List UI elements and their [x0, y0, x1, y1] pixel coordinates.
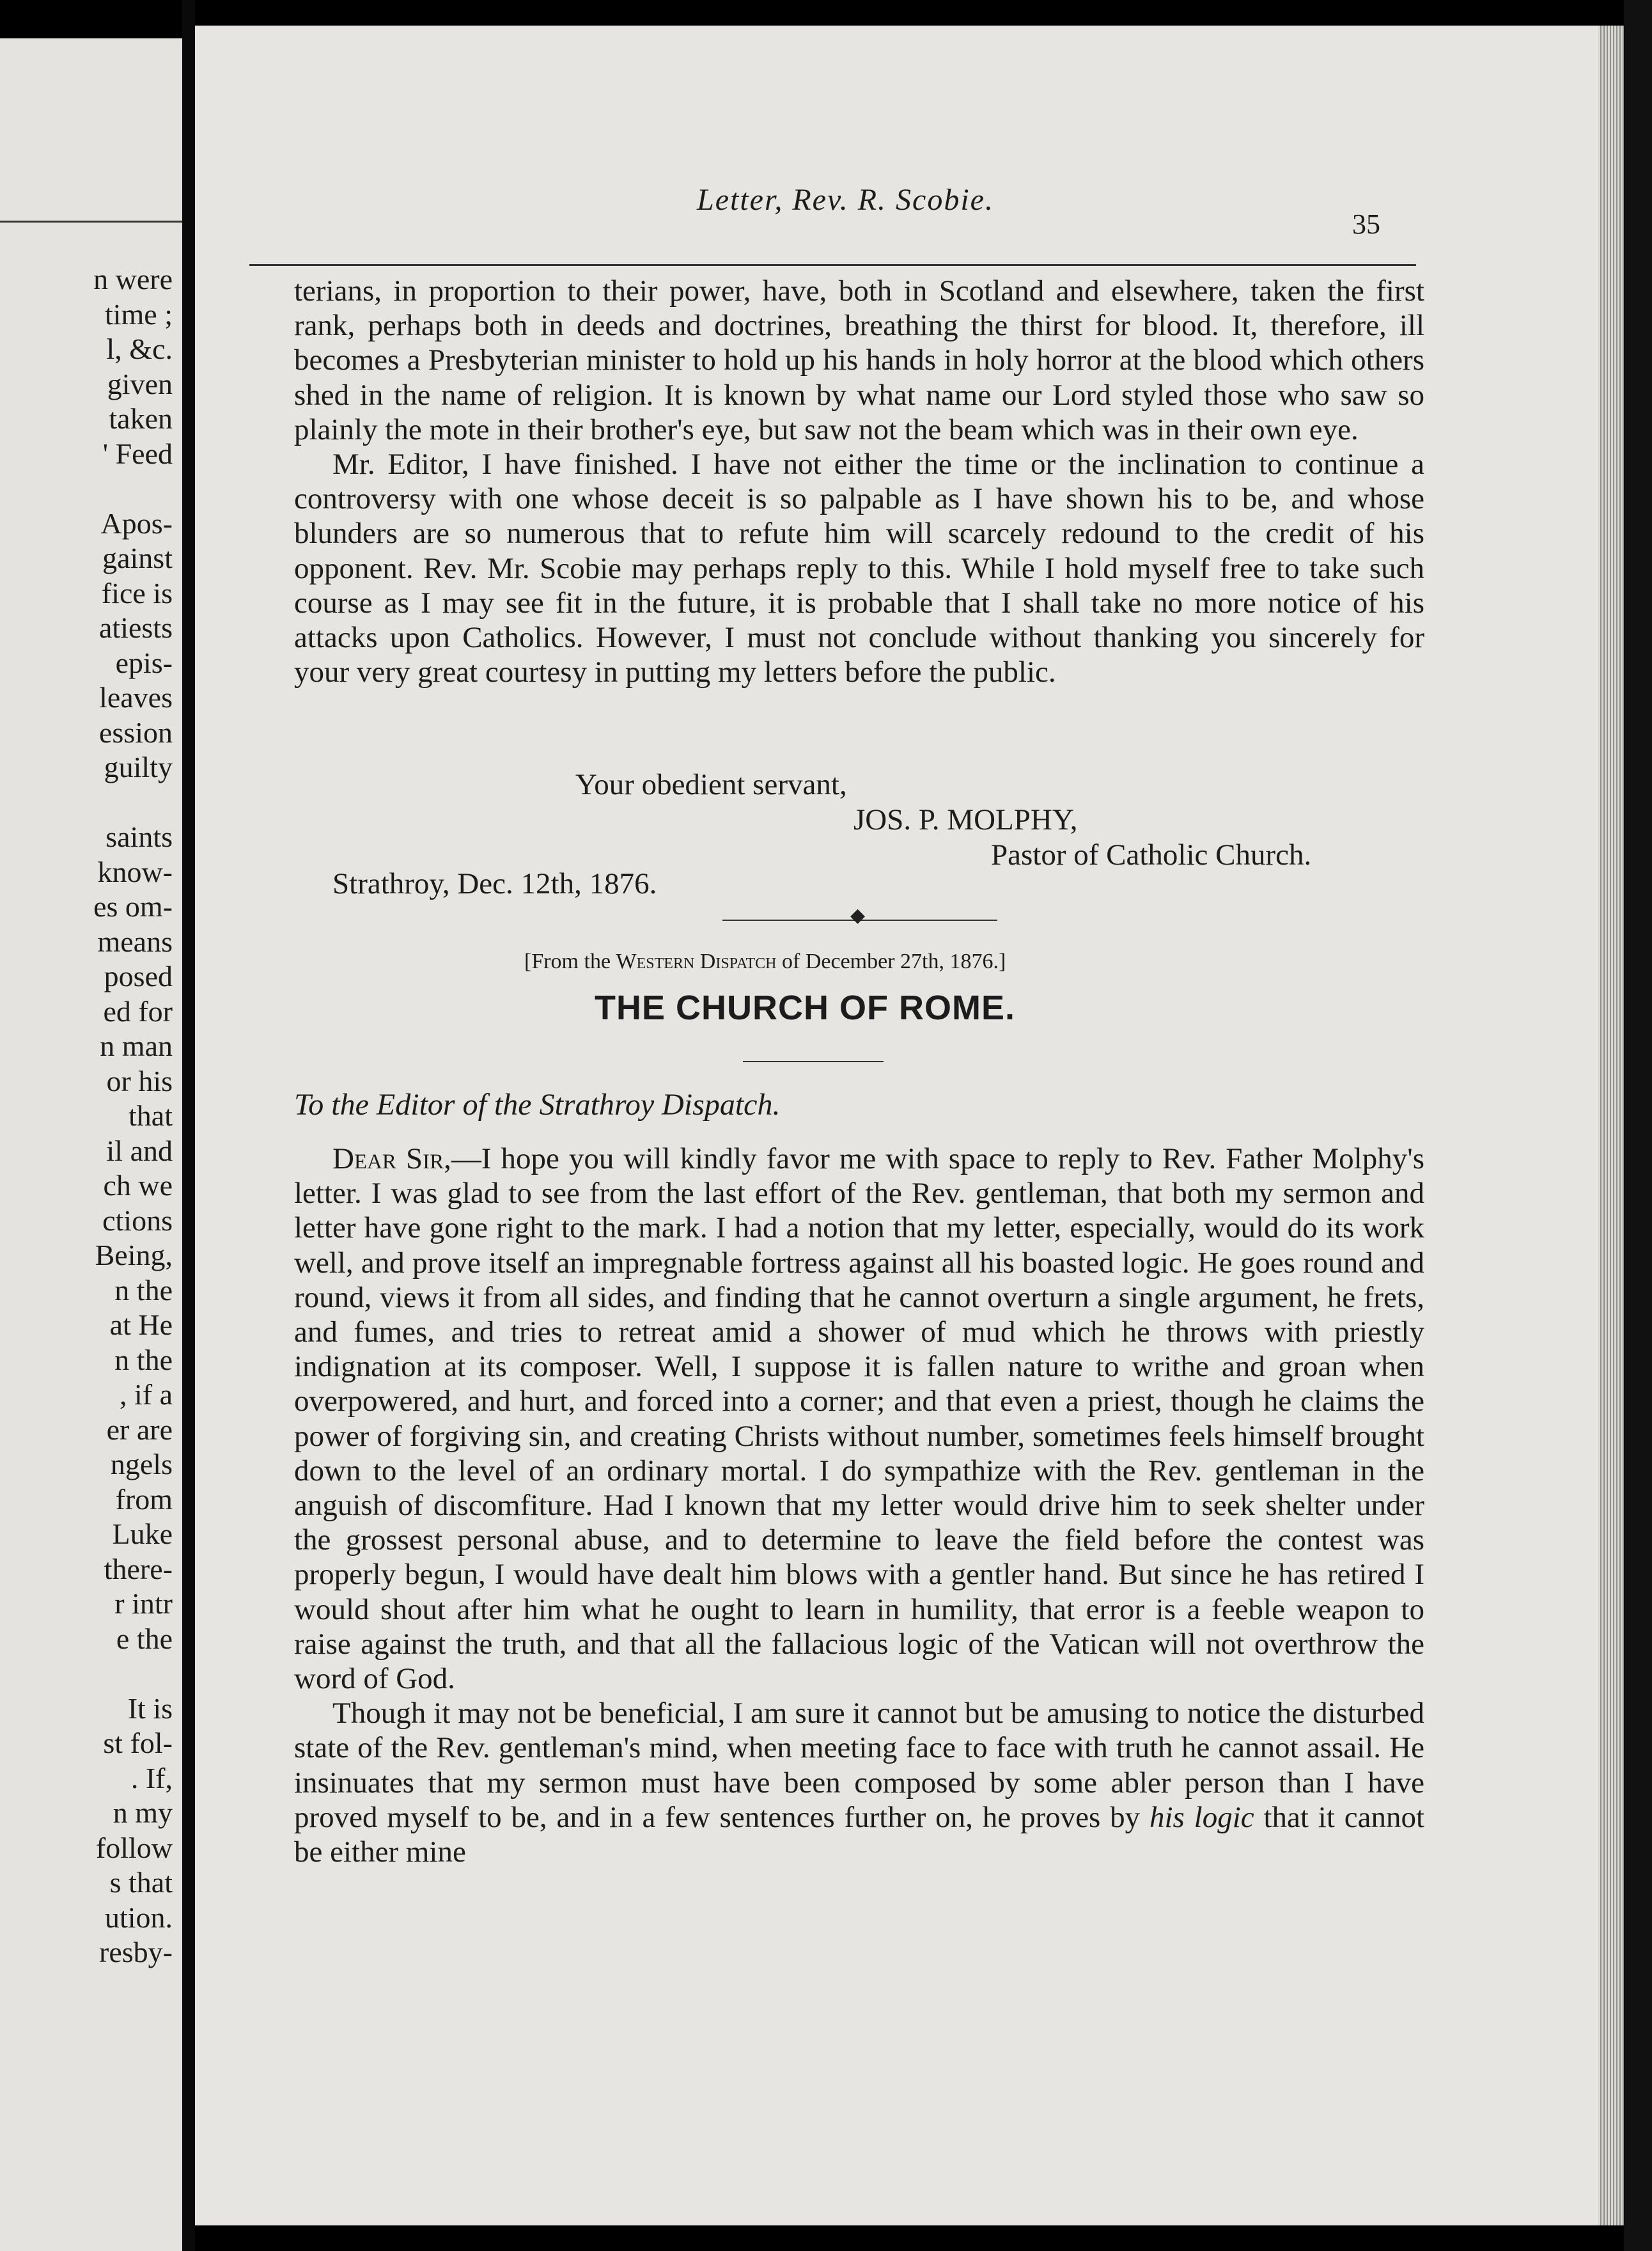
facing-page-line: n were — [93, 263, 173, 295]
facing-page-line: guilty — [104, 751, 173, 783]
paragraph-text: Though it may not be beneficial, I am sure it cannot but be amusing to notice the disturbed state of the Rev. gentleman's mind, when meeting face to face with truth he cannot assail. He insinuates that my sermon must have been composed by some abler person than I have proved myself to be, and in a few sentences further on, he proves by — [294, 1697, 1424, 1834]
page-number: 35 — [1352, 208, 1380, 240]
facing-page-line — [0, 1656, 173, 1691]
facing-page-line: ngels — [110, 1448, 173, 1480]
source-prefix: [From the — [524, 950, 616, 973]
facing-page-line: st fol- — [103, 1727, 173, 1759]
facing-page-line: given — [107, 367, 173, 400]
facing-page-line: taken — [109, 402, 173, 435]
facing-page-line: follow — [95, 1831, 173, 1864]
facing-page-line: , if a — [119, 1378, 173, 1411]
facing-page-line: know- — [97, 855, 173, 888]
title-rule — [743, 1061, 884, 1062]
ornamental-rule — [722, 916, 997, 925]
facing-page-line: gainst — [102, 542, 173, 574]
facing-page-line: means — [97, 925, 173, 958]
paragraph: Mr. Editor, I have finished. I have not either the time or the inclination to continue a controversy with one whose deceit is so palpable as I have shown his to be, and whose blunders are so numerous that to refute him will scarcely redound to the credit of his opponent. Rev. Mr. Scobie may perhaps reply to this. While I hold myself free to take such course as I may see fit in the future, it is probable that I shall take no more notice of his attacks upon Catholics. However, I must not conclude without thanking you sincerely for your very great courtesy in putting my letters before the public. — [294, 448, 1424, 689]
facing-page-line: s that — [109, 1866, 173, 1899]
facing-page-line: ch we — [103, 1169, 173, 1202]
facing-page-line: l, &c. — [106, 333, 173, 365]
source-paper: Western Dispatch — [616, 950, 777, 973]
facing-page-line: or his — [106, 1064, 173, 1097]
source-line — [524, 950, 1006, 974]
opening-words: Dear Sir, — [332, 1142, 451, 1175]
facing-page-line: es om- — [93, 890, 173, 923]
book-gutter — [182, 0, 195, 2251]
emphasis: his logic — [1149, 1800, 1254, 1834]
facing-page-line: r intr — [114, 1587, 173, 1620]
facing-page-line: n the — [114, 1343, 173, 1376]
closing: Your obedient servant, — [575, 768, 847, 801]
facing-page-line: ed for — [103, 994, 173, 1028]
facing-page-line — [0, 785, 173, 820]
place-date: Strathroy, Dec. 12th, 1876. — [332, 867, 657, 900]
facing-page-header-rule — [0, 221, 182, 223]
letter-ending — [294, 274, 1424, 689]
facing-page-line: e the — [116, 1622, 173, 1655]
facing-page-line: epis- — [115, 646, 173, 679]
salutation: To the Editor of the Strathroy Dispatch. — [294, 1088, 781, 1122]
facing-page-text — [0, 262, 182, 1970]
article-title: THE CHURCH OF ROME. — [595, 989, 1015, 1027]
signature-title: Pastor of Catholic Church. — [991, 838, 1312, 872]
paragraph-text: that it cannot be either mine — [294, 1800, 1425, 1869]
facing-page-line: ctions — [102, 1204, 173, 1237]
facing-page-line: resby- — [99, 1936, 173, 1968]
facing-page-line: from — [115, 1482, 173, 1516]
facing-page-line: fice is — [101, 576, 173, 609]
source-suffix: of December 27th, 1876.] — [776, 950, 1006, 973]
article-body — [294, 1141, 1424, 1869]
header-rule — [249, 264, 1416, 266]
paragraph: terians, in proportion to their power, have, both in Scotland and elsewhere, taken the first rank, perhaps both in deeds and doctrines, breathing the thirst for blood. It, therefore, ill becomes a Presbyterian minister to hold up his hands in holy horror at the blood which others shed in the name of religion. It is known by what name our Lord styled those who saw so plainly the mote in their brother's eye, but saw not the beam which was in their own eye. — [294, 274, 1424, 446]
facing-page-line: il and — [106, 1134, 173, 1167]
running-title: Letter, Rev. R. Scobie. — [697, 183, 994, 217]
facing-page-line: ession — [99, 716, 173, 749]
facing-page-line: saints — [105, 820, 173, 853]
facing-page-fragment — [0, 38, 182, 2251]
facing-page-line: there- — [104, 1552, 173, 1585]
page-edges — [1598, 26, 1624, 2225]
facing-page-line: ' Feed — [102, 437, 173, 470]
facing-page-line: . If, — [130, 1761, 173, 1794]
facing-page-line: n my — [113, 1796, 173, 1829]
facing-page-line: Being, — [95, 1239, 173, 1271]
facing-page-line: posed — [104, 960, 173, 992]
facing-page-line — [0, 471, 173, 506]
facing-page-line: er are — [106, 1413, 173, 1446]
facing-page-line: ution. — [104, 1901, 173, 1934]
facing-page-line: at He — [109, 1308, 173, 1341]
scan-border — [1624, 0, 1652, 2251]
paragraph-text: —I hope you will kindly favor me with space to reply to Rev. Father Molphy's letter. I was glad to see from the last effort of the Rev. gentleman, that both my sermon and letter have gone right to the mark. I had a notion that my letter, especially, would do its work well, and prove itself an impregnable fortress against all his boasted logic. He goes round and round, views it from all sides, and finding that he cannot overturn a single argument, he frets, and fumes, and tries to retreat amid a shower of mud which he throws with priestly indignation at its composer. Well, I suppose it is fallen nature to writhe and groan when overpowered, and hurt, and forced into a corner; and that even a priest, though he claims the power of forgiving sin, and creating Christs without number, sometimes feels himself brought down to the level of an ordinary mortal. I do sympathize with the Rev. gentleman in the anguish of discomfiture. Had I known that my letter would drive him to seek shelter under the grossest personal abuse, and to determine to leave the field before the contest was properly begun, I would have dealt him blows with a gentler hand. But since he has retired I would shout after him what he ought to learn in humility, that error is a feeble weapon to raise against the truth, and that all the fallacious logic of the Vatican will not overthrow the word of God. — [294, 1142, 1424, 1696]
facing-page-line: n the — [114, 1273, 173, 1306]
facing-page-line: Luke — [112, 1518, 173, 1550]
facing-page-line: leaves — [99, 681, 173, 714]
paragraph — [294, 1141, 1424, 1696]
facing-page-line: It is — [127, 1691, 173, 1725]
facing-page-line: n man — [100, 1030, 173, 1062]
facing-page-line: time ; — [104, 297, 173, 331]
facing-page-line: that — [129, 1099, 173, 1132]
facing-page-line: atiests — [99, 611, 173, 644]
paragraph — [294, 1696, 1424, 1869]
facing-page-line: Apos- — [100, 506, 173, 540]
signature: JOS. P. MOLPHY, — [853, 803, 1078, 836]
